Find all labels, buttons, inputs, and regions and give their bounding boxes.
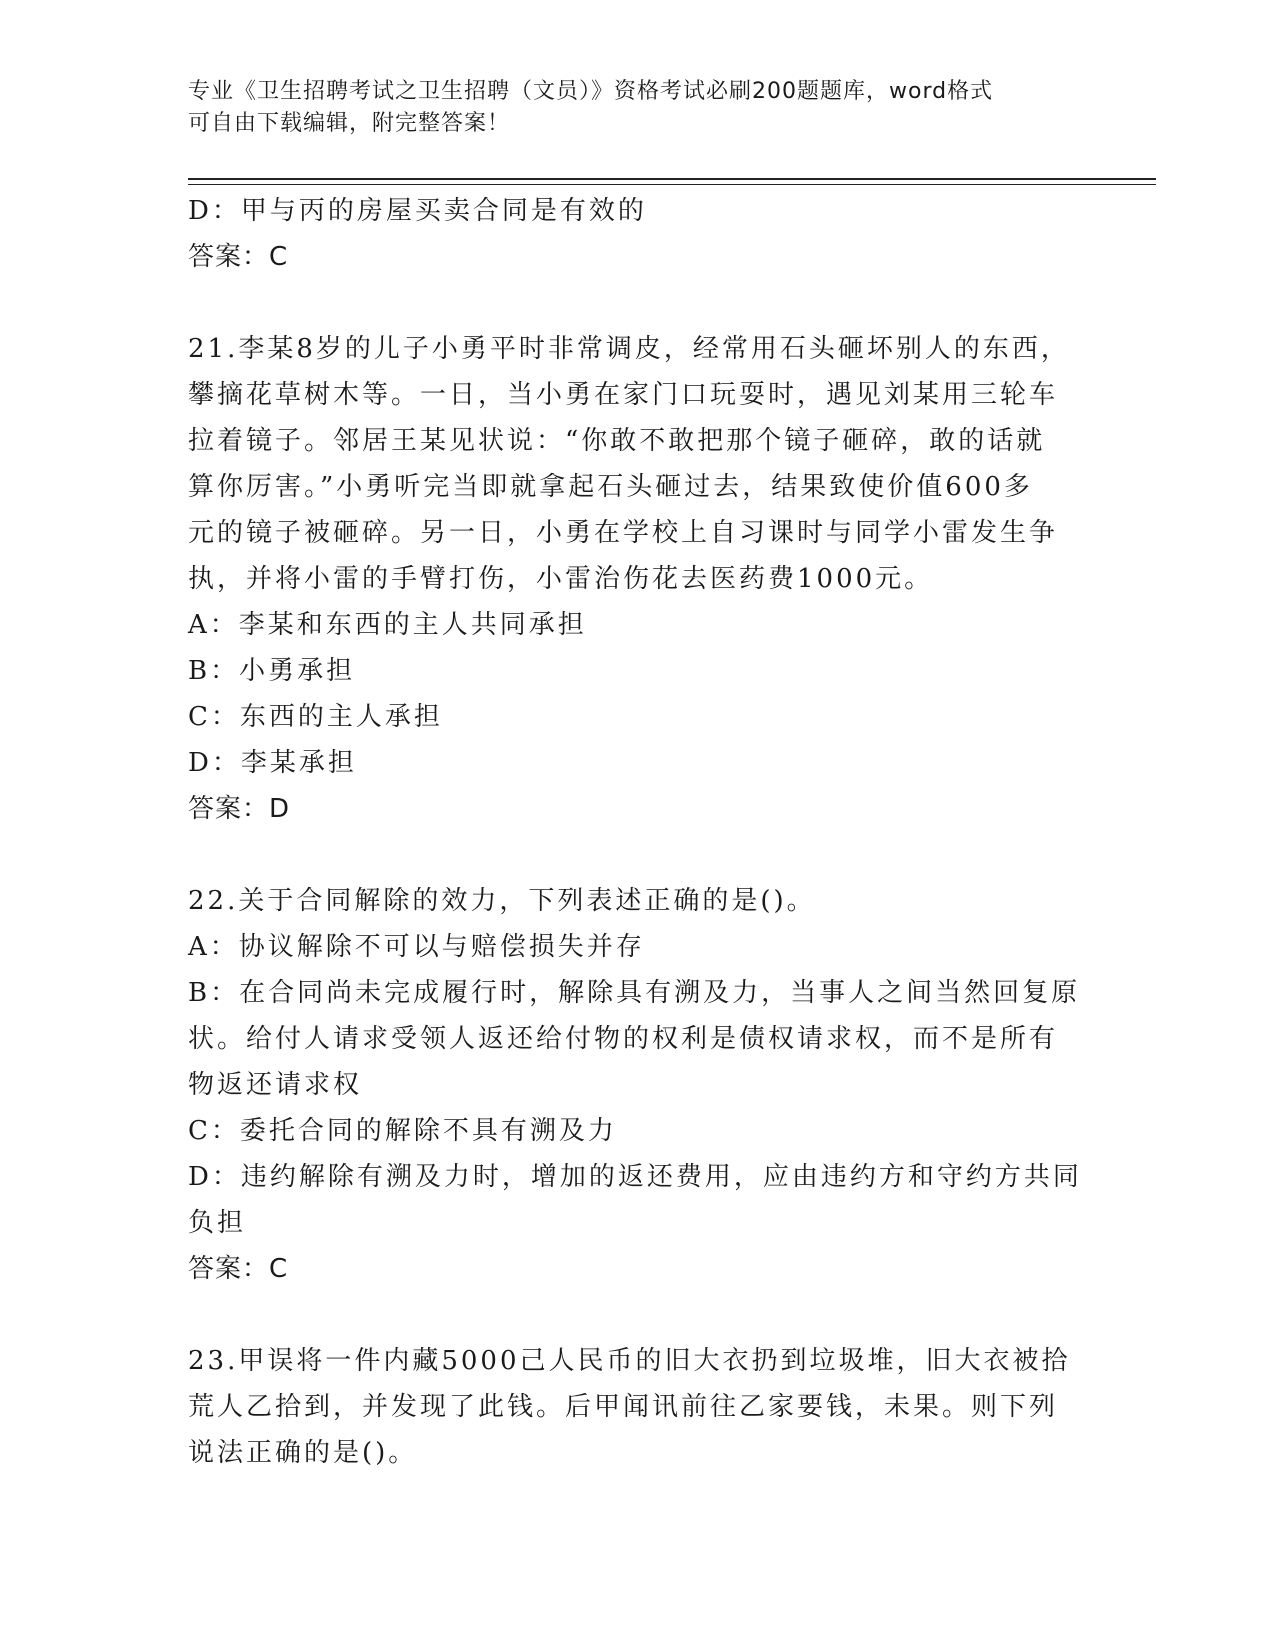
q22-answer: 答案：C [188,1254,289,1284]
q21-stem-line: 攀摘花草树木等。一日，当小勇在家门口玩耍时，遇见刘某用三轮车 [188,380,1059,410]
q22-option-d-line: 负担 [188,1208,247,1238]
header-rule-thin [188,184,1156,185]
q22-option-a: A：协议解除不可以与赔偿损失并存 [188,932,645,962]
q21-option-c: C：东西的主人承担 [188,702,443,732]
q21-stem-line: 拉着镜子。邻居王某见状说：“你敢不敢把那个镜子砸碎，敢的话就 [188,426,1046,456]
q20-answer: 答案：C [188,242,289,272]
q20-option-d: D：甲与丙的房屋买卖合同是有效的 [188,196,647,226]
document-body [188,188,1088,1476]
q22-option-b-line: 状。给付人请求受领人返还给付物的权利是债权请求权，而不是所有 [188,1024,1059,1054]
spacer [188,280,1088,326]
q21-stem-line: 执，并将小雷的手臂打伤，小雷治伤花去医药费1000元。 [188,564,934,594]
q21-stem-line: 算你厉害。”小勇听完当即就拿起石头砸过去，结果致使价值600多 [188,472,1033,502]
spacer [188,1292,1088,1338]
spacer [188,832,1088,878]
q22-option-b-line: 物返还请求权 [188,1070,363,1100]
q21-option-b: B：小勇承担 [188,656,356,686]
header-rule-thick [188,178,1156,180]
q21-stem-line: 21.李某8岁的儿子小勇平时非常调皮，经常用石头砸坏别人的东西， [188,334,1070,364]
header-line-1: 专业《卫生招聘考试之卫生招聘（文员）》资格考试必刷200题题库，word格式 [188,79,994,104]
q22-option-c: C：委托合同的解除不具有溯及力 [188,1116,617,1146]
q23-stem-line: 荒人乙拾到，并发现了此钱。后甲闻讯前往乙家要钱，未果。则下列 [188,1392,1059,1422]
q22-option-d-line: D：违约解除有溯及力时，增加的返还费用，应由违约方和守约方共同 [188,1162,1082,1192]
q22-option-b-line: B：在合同尚未完成履行时，解除具有溯及力，当事人之间当然回复原 [188,978,1081,1008]
question-22 [188,878,1088,1292]
q21-option-a: A：李某和东西的主人共同承担 [188,610,587,640]
q21-answer: 答案：D [188,794,291,824]
question-21 [188,326,1088,832]
q23-stem-line: 23.甲误将一件内藏5000己人民币的旧大衣扔到垃圾堆，旧大衣被拾 [188,1346,1071,1376]
q23-stem-line: 说法正确的是()。 [188,1438,418,1468]
document-header [188,76,1088,140]
question-23 [188,1338,1088,1476]
q22-stem: 22.关于合同解除的效力，下列表述正确的是()。 [188,886,816,916]
q21-option-d: D：李某承担 [188,748,357,778]
q21-stem-line: 元的镜子被砸碎。另一日，小勇在学校上自习课时与同学小雷发生争 [188,518,1059,548]
header-line-2: 可自由下载编辑，附完整答案！ [188,111,511,136]
